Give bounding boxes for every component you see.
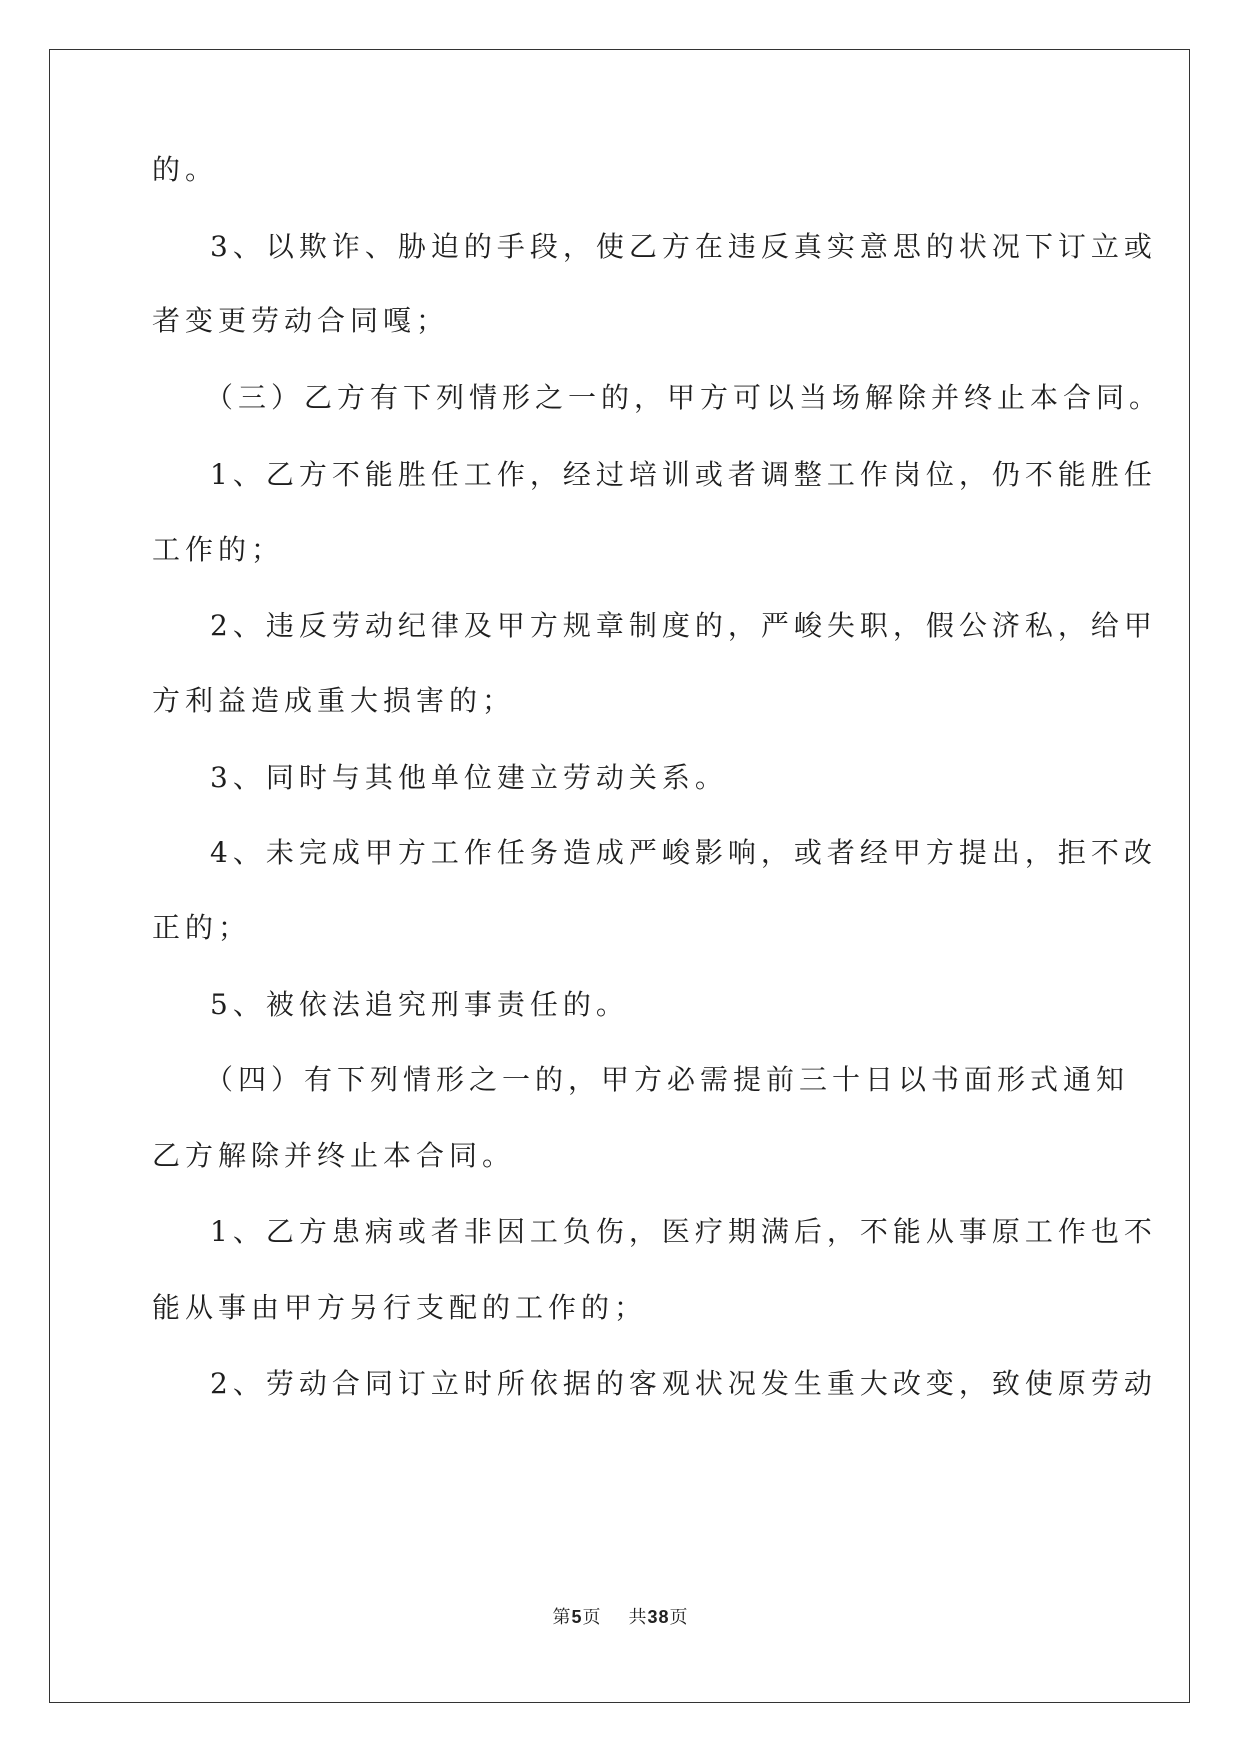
text-line: 2、违反劳动纪律及甲方规章制度的，严峻失职，假公济私，给甲 [210, 609, 1157, 642]
text-line: 者变更劳动合同嘎； [152, 304, 450, 337]
page-border [49, 49, 1190, 1703]
page-prefix: 第 [552, 1607, 572, 1628]
text-line: 1、乙方不能胜任工作，经过培训或者调整工作岗位，仍不能胜任 [210, 458, 1157, 491]
text-line: （三）乙方有下列情形之一的，甲方可以当场解除并终止本合同。 [205, 381, 1163, 414]
total-prefix: 共 [628, 1607, 648, 1628]
text-line: 能从事由甲方另行支配的工作的； [152, 1291, 648, 1324]
text-line: 正的； [152, 911, 252, 944]
text-line: 1、乙方患病或者非因工负伤，医疗期满后，不能从事原工作也不 [210, 1215, 1157, 1248]
text-line: 乙方解除并终止本合同。 [152, 1139, 516, 1172]
text-line: 方利益造成重大损害的； [152, 684, 516, 717]
text-line: 4、未完成甲方工作任务造成严峻影响，或者经甲方提出，拒不改 [210, 836, 1157, 869]
page-suffix: 页 [582, 1607, 602, 1628]
page-footer [0, 1605, 1241, 1630]
text-line: 3、以欺诈、胁迫的手段，使乙方在违反真实意思的状况下订立或 [210, 230, 1157, 263]
text-line: 3、同时与其他单位建立劳动关系。 [210, 761, 728, 794]
total-suffix: 页 [669, 1607, 689, 1628]
text-line: 2、劳动合同订立时所依据的客观状况发生重大改变，致使原劳动 [210, 1367, 1157, 1400]
text-line: 5、被依法追究刑事责任的。 [210, 988, 629, 1021]
text-line: 工作的； [152, 533, 285, 566]
page-number: 5 [571, 1607, 583, 1627]
total-pages: 38 [647, 1607, 670, 1627]
text-line: （四）有下列情形之一的，甲方必需提前三十日以书面形式通知 [205, 1063, 1130, 1096]
text-line: 的。 [152, 153, 219, 186]
